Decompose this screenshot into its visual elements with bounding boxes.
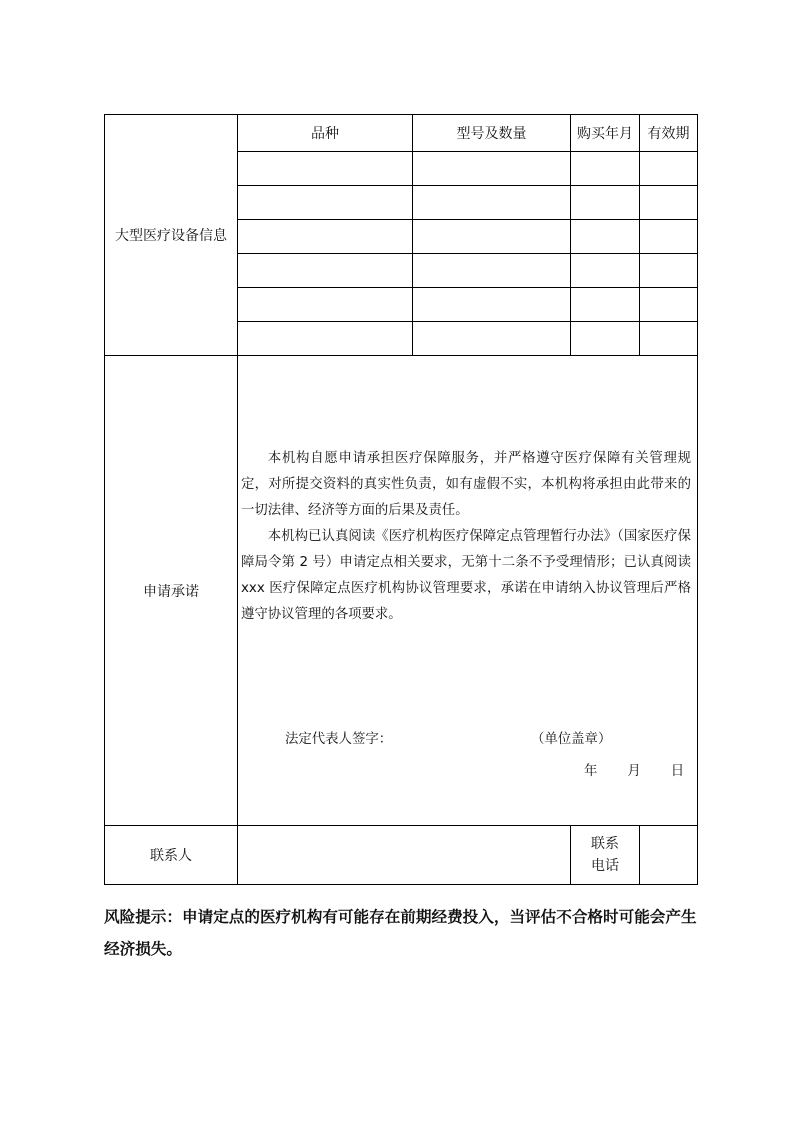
equipment-cell-variety[interactable] [238, 288, 413, 322]
equipment-cell-model[interactable] [413, 186, 571, 220]
equipment-section-label: 大型医疗设备信息 [105, 115, 238, 356]
equipment-cell-variety[interactable] [238, 220, 413, 254]
contact-person-label: 联系人 [105, 826, 238, 885]
pledge-section-label: 申请承诺 [105, 356, 238, 826]
pledge-paragraph-1: 本机构自愿申请承担医疗保障服务，并严格遵守医疗保障有关管理规定，对所提交资料的真实性负责，如有虚假不实，本机构将承担由此带来的一切法律、经济等方面的后果及责任。 [241, 451, 691, 518]
contact-row [105, 826, 698, 885]
equipment-cell-validity[interactable] [640, 322, 698, 356]
equipment-cell-date[interactable] [571, 220, 640, 254]
equipment-cell-model[interactable] [413, 254, 571, 288]
equipment-cell-date[interactable] [571, 152, 640, 186]
seal-label: （单位盖章） [531, 732, 612, 747]
equipment-cell-model[interactable] [413, 322, 571, 356]
equipment-cell-variety[interactable] [238, 152, 413, 186]
equipment-cell-model[interactable] [413, 288, 571, 322]
month-label: 月 [627, 764, 641, 779]
signature-label: 法定代表人签字： [285, 732, 393, 747]
equipment-cell-model[interactable] [413, 220, 571, 254]
pledge-content-cell [238, 356, 698, 826]
equipment-cell-date[interactable] [571, 186, 640, 220]
equipment-cell-validity[interactable] [640, 152, 698, 186]
header-variety: 品种 [238, 115, 413, 152]
pledge-row [105, 356, 698, 826]
contact-phone-field[interactable] [640, 826, 698, 885]
contact-phone-label-line2: 电话 [591, 858, 619, 874]
equipment-cell-date[interactable] [571, 288, 640, 322]
equipment-cell-validity[interactable] [640, 288, 698, 322]
application-form-table [104, 114, 698, 885]
pledge-paragraph-2: 本机构已认真阅读《医疗机构医疗保障定点管理暂行办法》（国家医疗保障局令第 2 号）申请定点相关要求，无第十二条不予受理情形；已认真阅读 xxx 医疗保障定点医疗机构协议管理要求，承诺在申请纳入协议管理后严格遵守协议管理的各项要求。 [241, 529, 691, 622]
header-validity: 有效期 [640, 115, 698, 152]
equipment-cell-variety[interactable] [238, 186, 413, 220]
equipment-cell-variety[interactable] [238, 254, 413, 288]
equipment-cell-validity[interactable] [640, 254, 698, 288]
contact-person-field[interactable] [238, 826, 571, 885]
contact-phone-label [571, 826, 640, 885]
header-model-quantity: 型号及数量 [413, 115, 571, 152]
risk-notice: 风险提示：申请定点的医疗机构有可能存在前期经费投入，当评估不合格时可能会产生经济损失。 [104, 908, 697, 958]
equipment-cell-variety[interactable] [238, 322, 413, 356]
date-line [584, 760, 684, 779]
year-label: 年 [584, 764, 598, 779]
equipment-cell-date[interactable] [571, 322, 640, 356]
equipment-cell-validity[interactable] [640, 186, 698, 220]
equipment-cell-date[interactable] [571, 254, 640, 288]
pledge-text [241, 446, 691, 628]
header-purchase-date: 购买年月 [571, 115, 640, 152]
day-label: 日 [670, 764, 685, 779]
equipment-cell-model[interactable] [413, 152, 571, 186]
equipment-cell-validity[interactable] [640, 220, 698, 254]
equipment-header-row [105, 115, 698, 152]
contact-phone-label-line1: 联系 [591, 836, 619, 852]
